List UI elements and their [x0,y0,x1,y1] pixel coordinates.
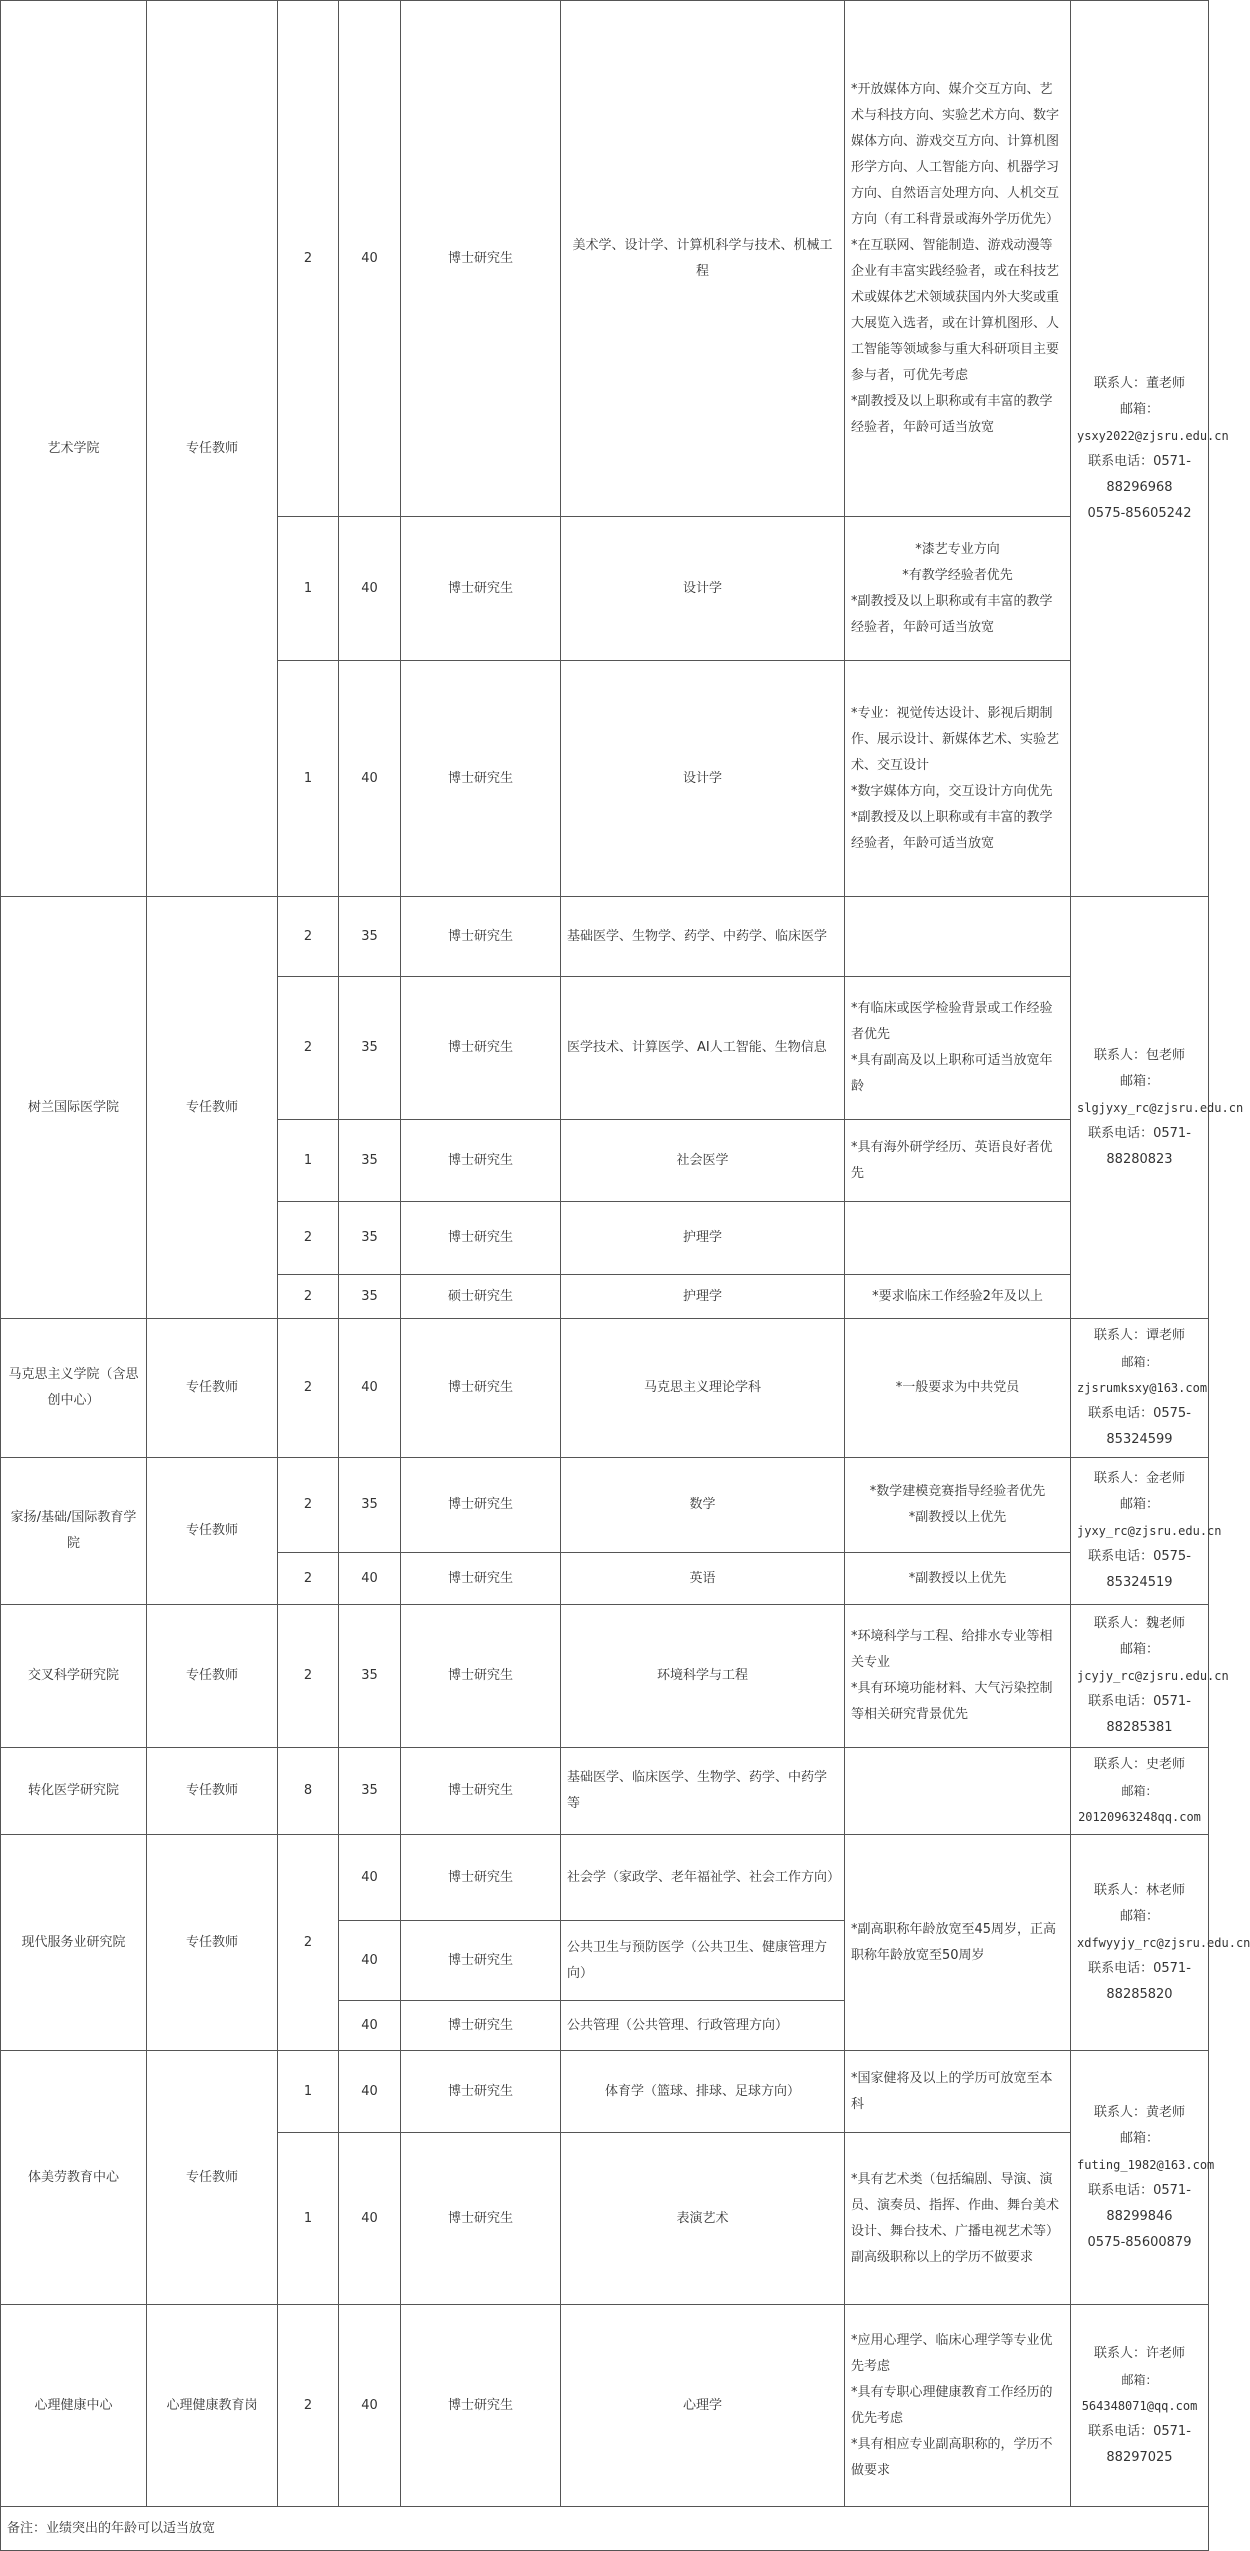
quota-cell: 8 [278,1748,339,1835]
table-row [1,1319,1209,1458]
requirements-cell [845,1,1071,517]
age-cell: 40 [339,2051,401,2133]
email-label: 邮箱： [1119,1497,1159,1512]
education-cell: 博士研究生 [401,2305,561,2507]
quota-cell: 1 [278,2133,339,2305]
college-cell: 家扬/基础/国际教育学院 [1,1458,147,1605]
requirement-line: *要求临床工作经验2年及以上 [872,1288,1043,1304]
college-cell: 转化医学研究院 [1,1748,147,1835]
contact-cell [1071,1748,1209,1835]
quota-cell: 2 [278,977,339,1120]
contact-phone: 联系电话：0571-88285381 [1088,1694,1191,1735]
post-cell: 心理健康教育岗 [147,2305,278,2507]
major-cell: 社会医学 [561,1120,845,1202]
email-address[interactable]: xdfwyyjy_rc@zjsru.edu.cn [1077,1935,1250,1950]
college-cell: 马克思主义学院（含思创中心） [1,1319,147,1458]
post-cell: 专任教师 [147,897,278,1319]
contact-cell [1071,1458,1222,1605]
quota-cell: 2 [278,1275,339,1319]
contact-person: 联系人：林老师 [1093,1882,1185,1898]
post-cell: 专任教师 [147,1458,278,1605]
major-cell: 基础医学、生物学、药学、中药学、临床医学 [561,897,845,977]
education-cell: 博士研究生 [401,1120,561,1202]
age-cell: 35 [339,1275,401,1319]
requirements-cell [845,1275,1071,1319]
quota-cell: 1 [278,661,339,897]
requirement-line: *副教授及以上职称或有丰富的教学经验者，年龄可适当放宽 [851,393,1053,435]
education-cell: 博士研究生 [401,2001,561,2051]
contact-person: 联系人：魏老师 [1093,1616,1185,1631]
contact-cell [1071,2305,1209,2507]
requirement-line: *应用心理学、临床心理学等专业优先考虑 [851,2332,1053,2374]
contact-person: 联系人：谭老师 [1093,1328,1185,1343]
table-row [1,1,1209,517]
quota-cell: 2 [278,1605,339,1748]
major-cell: 美术学、设计学、计算机科学与技术、机械工程 [561,1,845,517]
contact-phone: 联系电话：0571-88297025 [1088,2423,1191,2465]
table-row [1,1605,1209,1748]
major-cell: 环境科学与工程 [561,1605,845,1748]
email-label: 邮箱： [1119,401,1159,417]
email-label: 邮箱： [1119,1908,1159,1924]
requirement-line: *副教授及以上职称或有丰富的教学经验者，年龄可适当放宽 [851,593,1053,635]
education-cell: 博士研究生 [401,1458,561,1553]
table-row [1,897,1209,977]
requirement-line: *具有艺术类（包括编剧、导演、演员、演奏员、指挥、作曲、舞台美术设计、舞台技术、广播电视艺术等）副高级职称以上的学历不做要求 [851,2171,1060,2265]
requirement-line: *具有专职心理健康教育工作经历的优先考虑 [851,2384,1053,2426]
contact-person: 联系人：许老师 [1093,2345,1185,2361]
quota-cell: 2 [278,1835,339,2051]
contact-cell [1071,2051,1215,2305]
table-row [1,1835,1209,1921]
major-cell: 数学 [561,1458,845,1553]
requirements-cell [845,977,1071,1120]
post-cell: 专任教师 [147,2051,278,2305]
requirement-line: *具有相应专业副高职称的，学历不做要求 [851,2436,1053,2478]
major-cell: 基础医学、临床医学、生物学、药学、中药学等 [561,1748,845,1835]
age-cell: 35 [339,1120,401,1202]
major-cell: 表演艺术 [561,2133,845,2305]
requirement-line: *数字媒体方向，交互设计方向优先 [851,783,1053,799]
age-cell: 40 [339,1835,401,1921]
email-address[interactable]: slgjyxy_rc@zjsru.edu.cn [1077,1100,1244,1115]
education-cell: 博士研究生 [401,1748,561,1835]
major-cell: 体育学（篮球、排球、足球方向） [561,2051,845,2133]
contact-phone-2: 0575-85600879 [1087,2234,1192,2250]
major-cell: 英语 [561,1553,845,1605]
requirement-line: *一般要求为中共党员 [895,1380,1020,1395]
requirements-cell [845,2305,1071,2507]
requirement-line: *开放媒体方向、媒介交互方向、艺术与科技方向、实验艺术方向、数字媒体方向、游戏交互方向、计算机图形学方向、人工智能方向、机器学习方向、自然语言处理方向、人机交互方向（有工科背景或海外学历优先） [851,81,1060,227]
quota-cell: 2 [278,897,339,977]
requirement-line: *国家健将及以上的学历可放宽至本科 [851,2070,1053,2112]
college-cell: 交叉科学研究院 [1,1605,147,1748]
contact-cell [1071,1,1229,897]
education-cell: 博士研究生 [401,1835,561,1921]
quota-cell: 2 [278,1202,339,1275]
education-cell: 博士研究生 [401,1605,561,1748]
footnote-row [1,2507,1209,2551]
table-row [1,1748,1209,1835]
college-cell: 树兰国际医学院 [1,897,147,1319]
major-cell: 护理学 [561,1202,845,1275]
contact-cell [1071,897,1244,1319]
education-cell: 博士研究生 [401,977,561,1120]
education-cell: 博士研究生 [401,517,561,661]
contact-person: 联系人：黄老师 [1093,2104,1185,2120]
major-cell: 马克思主义理论学科 [561,1319,845,1458]
requirement-line: *漆艺专业方向 [915,541,1000,557]
email-address[interactable]: 邮箱：zjsrumksxy@163.com [1077,1355,1208,1395]
contact-cell [1071,1319,1209,1458]
age-cell: 35 [339,1748,401,1835]
email-address[interactable]: jyxy_rc@zjsru.edu.cn [1077,1524,1222,1538]
quota-cell: 1 [278,2051,339,2133]
age-cell: 40 [339,2133,401,2305]
age-cell: 40 [339,1319,401,1458]
email-address[interactable]: 邮箱：564348071@qq.com [1081,2372,1198,2413]
requirements-cell [845,1458,1071,1553]
table-row [1,2305,1209,2507]
requirements-cell [845,1605,1071,1748]
contact-phone: 联系电话：0571-88299846 [1088,2182,1191,2224]
requirement-line: *有临床或医学检验背景或工作经验者优先 [851,1001,1053,1042]
footnote: 备注：业绩突出的年龄可以适当放宽 [1,2507,1209,2551]
contact-phone: 联系电话：0571-88280823 [1088,1125,1191,1167]
major-cell: 护理学 [561,1275,845,1319]
college-cell: 心理健康中心 [1,2305,147,2507]
education-cell: 硕士研究生 [401,1275,561,1319]
contact-phone-2: 0575-85605242 [1087,505,1192,521]
requirement-line: *具有环境功能材料、大气污染控制等相关研究背景优先 [851,1681,1053,1722]
education-cell: 博士研究生 [401,1202,561,1275]
post-cell: 专任教师 [147,1835,278,2051]
requirement-line: *具有副高及以上职称可适当放宽年龄 [851,1053,1053,1094]
requirement-line: *副教授及以上职称或有丰富的教学经验者，年龄可适当放宽 [851,809,1053,851]
age-cell: 40 [339,661,401,897]
education-cell: 博士研究生 [401,1319,561,1458]
email-address[interactable]: jcyjy_rc@zjsru.edu.cn [1077,1669,1229,1683]
email-address[interactable]: ysxy2022@zjsru.edu.cn [1077,428,1229,443]
requirement-line: *有教学经验者优先 [902,567,1013,583]
college-cell: 体美劳教育中心 [1,2051,147,2305]
age-cell: 35 [339,1202,401,1275]
contact-cell [1071,1835,1250,2051]
education-cell: 博士研究生 [401,1553,561,1605]
education-cell: 博士研究生 [401,1921,561,2001]
quota-cell: 2 [278,1458,339,1553]
contact-phone: 联系电话：0571-88296968 [1088,453,1191,495]
requirements-cell [845,1553,1071,1605]
requirement-line: *副教授以上优先 [908,1570,1007,1586]
major-cell: 公共卫生与预防医学（公共卫生、健康管理方向） [561,1921,845,2001]
post-cell: 专任教师 [147,1319,278,1458]
requirements-cell [845,661,1071,897]
email-label: 邮箱： [1119,1642,1159,1657]
major-cell: 设计学 [561,661,845,897]
contact-person: 联系人：金老师 [1093,1471,1185,1486]
requirement-line: *在互联网、智能制造、游戏动漫等企业有丰富实践经验者，或在科技艺术或媒体艺术领域获国内外大奖或重大展览入选者，或在计算机图形、人工智能等领域参与重大科研项目主要参与者，可优先考虑 [851,237,1060,383]
age-cell: 40 [339,2305,401,2507]
requirements-cell [845,1120,1071,1202]
requirement-line: *副高职称年龄放宽至45周岁，正高职称年龄放宽至50周岁 [851,1921,1057,1963]
post-cell: 专任教师 [147,1,278,897]
quota-cell: 2 [278,2305,339,2507]
requirements-cell [845,2051,1071,2133]
requirement-line: *环境科学与工程、给排水专业等相关专业 [851,1629,1053,1670]
education-cell: 博士研究生 [401,897,561,977]
major-cell: 心理学 [561,2305,845,2507]
table-row [1,1458,1209,1553]
post-cell: 专任教师 [147,1605,278,1748]
email-address[interactable]: futing_1982@163.com [1077,2157,1215,2172]
college-cell: 艺术学院 [1,1,147,897]
age-cell: 35 [339,977,401,1120]
requirement-line: *数学建模竞赛指导经验者优先 [869,1484,1046,1499]
quota-cell: 1 [278,1120,339,1202]
contact-person: 联系人：董老师 [1093,375,1185,391]
quota-cell: 2 [278,1319,339,1458]
contact-phone: 联系电话：0575-85324599 [1088,1406,1191,1447]
age-cell: 35 [339,1605,401,1748]
contact-person: 联系人：史老师 [1093,1757,1185,1772]
age-cell: 40 [339,1553,401,1605]
age-cell: 40 [339,517,401,661]
age-cell: 40 [339,2001,401,2051]
quota-cell: 2 [278,1,339,517]
quota-cell: 1 [278,517,339,661]
quota-cell: 2 [278,1553,339,1605]
requirements-cell [845,517,1071,661]
age-cell: 40 [339,1,401,517]
education-cell: 博士研究生 [401,2133,561,2305]
education-cell: 博士研究生 [401,661,561,897]
education-cell: 博士研究生 [401,1,561,517]
major-cell: 设计学 [561,517,845,661]
requirements-cell [845,1835,1071,2051]
age-cell: 40 [339,1921,401,2001]
requirements-cell [845,2133,1071,2305]
contact-person: 联系人：包老师 [1093,1047,1185,1063]
requirements-cell [845,897,1071,977]
email-address[interactable]: 邮箱：20120963248qq.com [1078,1784,1201,1824]
requirements-cell [845,1748,1071,1835]
contact-phone: 联系电话：0571-88285820 [1088,1960,1191,2002]
email-label: 邮箱： [1119,2130,1159,2146]
post-cell: 专任教师 [147,1748,278,1835]
age-cell: 35 [339,897,401,977]
education-cell: 博士研究生 [401,2051,561,2133]
requirements-cell [845,1202,1071,1275]
table-row [1,2051,1209,2133]
requirements-cell [845,1319,1071,1458]
requirement-line: *具有海外研学经历、英语良好者优先 [851,1139,1053,1181]
age-cell: 35 [339,1458,401,1553]
requirement-line: *副教授以上优先 [908,1510,1007,1525]
college-cell: 现代服务业研究院 [1,1835,147,2051]
email-label: 邮箱： [1119,1073,1159,1089]
contact-phone: 联系电话：0575-85324519 [1088,1549,1191,1590]
major-cell: 医学技术、计算医学、AI人工智能、生物信息 [561,977,845,1120]
requirement-line: *专业：视觉传达设计、影视后期制作、展示设计、新媒体艺术、实验艺术、交互设计 [851,705,1060,773]
major-cell: 社会学（家政学、老年福祉学、社会工作方向） [561,1835,845,1921]
contact-cell [1071,1605,1229,1748]
major-cell: 公共管理（公共管理、行政管理方向） [561,2001,845,2051]
